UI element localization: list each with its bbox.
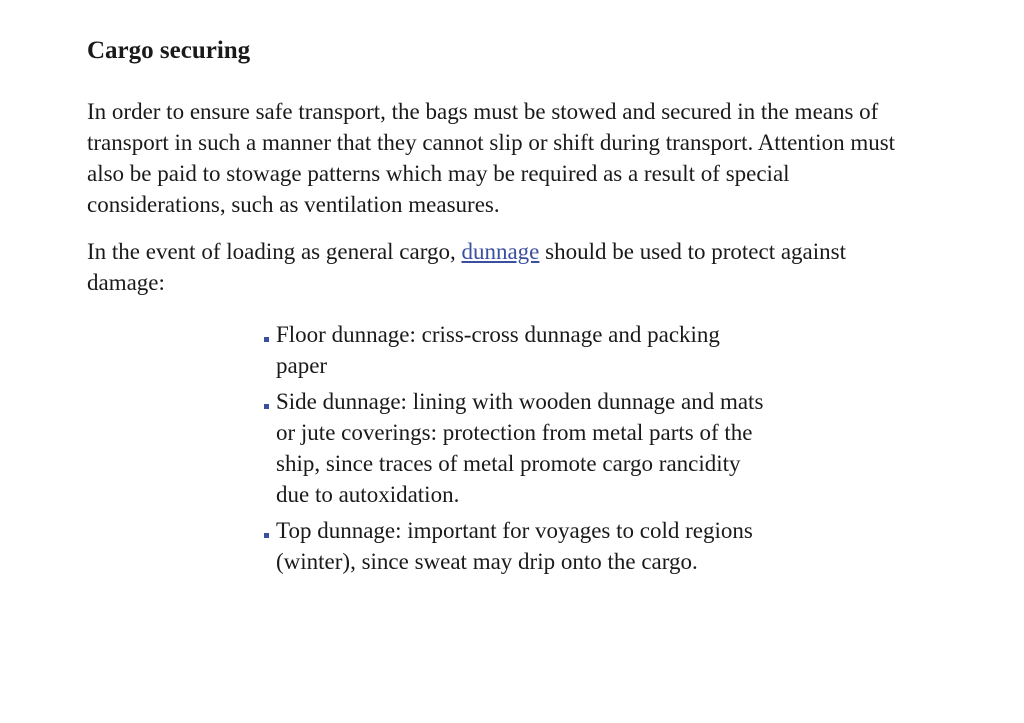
dunnage-list (264, 319, 764, 582)
bullet-icon (264, 404, 269, 409)
list-item-text: Top dunnage: important for voyages to cold regions (winter), since sweat may drip onto the cargo. (276, 518, 753, 574)
list-item (264, 386, 764, 510)
dunnage-paragraph-text-after: should be used to protect against damage: (87, 239, 846, 295)
dunnage-paragraph-text-before: In the event of loading as general cargo, (87, 239, 462, 264)
list-item-text: Side dunnage: lining with wooden dunnage and mats or jute coverings: protection from metal parts of the ship, since traces of metal promote cargo rancidity due to autoxidation. (276, 389, 764, 507)
document-page (87, 30, 917, 574)
bullet-icon (264, 533, 269, 538)
list-item (264, 319, 764, 381)
list-item-text: Floor dunnage: criss-cross dunnage and packing paper (276, 322, 720, 378)
dunnage-paragraph (87, 236, 917, 298)
dunnage-link[interactable]: dunnage (461, 239, 540, 264)
list-item (264, 515, 764, 577)
bullet-icon (264, 337, 269, 342)
intro-paragraph: In order to ensure safe transport, the bags must be stowed and secured in the means of transport in such a manner that they cannot slip or shift during transport. Attention must also be paid to stowage patterns which may be required as a result of special considerations, such as ventilation measures. (87, 99, 896, 217)
page-title: Cargo securing (87, 37, 251, 64)
